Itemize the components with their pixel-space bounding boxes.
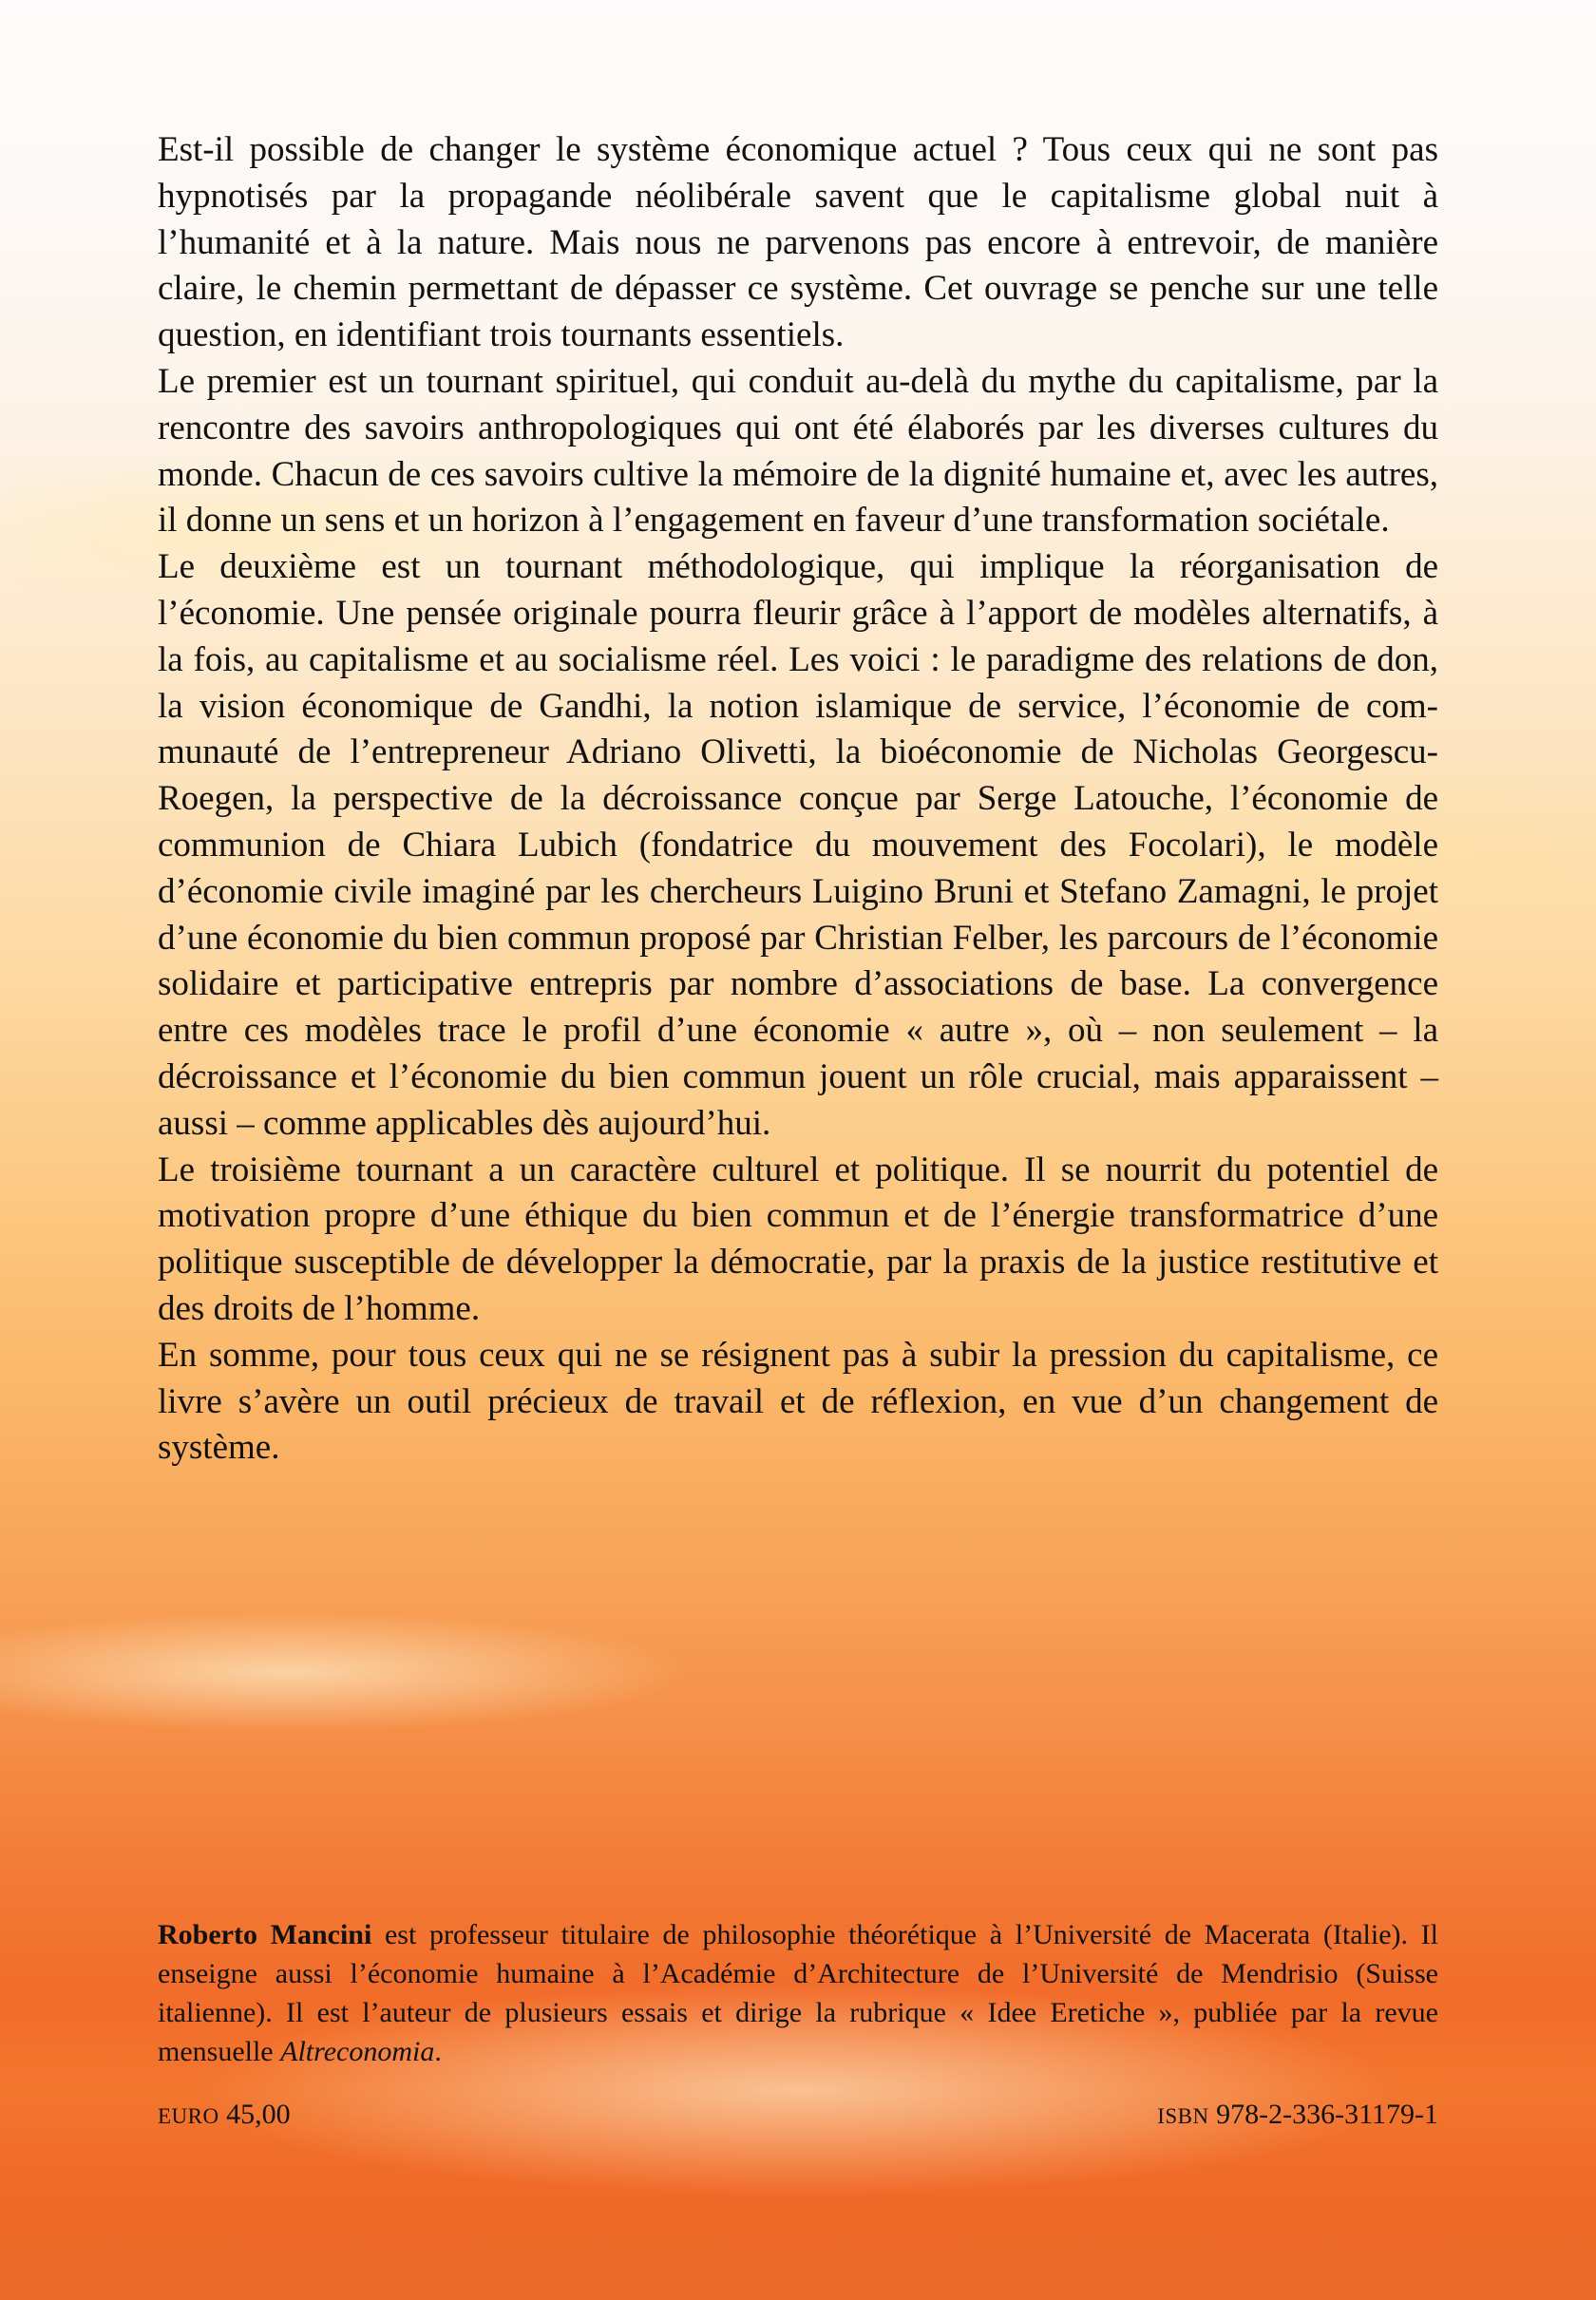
price-value: 45,00 [226, 2099, 291, 2130]
blurb-paragraph-5: En somme, pour tous ceux qui ne se résignent pas à subir la pression du capitalisme, ce livre s’avère un outil précieux de travail et de réflexion, en vue d’un changement de système. [158, 1335, 1438, 1468]
author-bio-end: . [434, 2036, 442, 2067]
author-bio-text: est professeur titulaire de philosophie théorétique à l’Université de Macerata (Italie). Il enseigne aussi l’économie humaine à l’Académie d’Architecture de l’Université de Mendrisio (Suisse italienne). Il est l’auteur de plusieurs essais et dirige la rubrique « Idee Eretiche », publiée par la revue mensuelle [158, 1919, 1439, 2067]
blurb-paragraph-3: Le deuxième est un tournant méthodologique, qui implique la réorganisation de l’économie. Une pensée originale pourra fleurir grâce à l’apport de modèles alternatifs, à la fois, au capitalisme et au socialisme réel. Les voici : le paradigme des relations de don, la vision économique de Gandhi, la notion islamique de service, l’économie de communauté de l’entrepreneur Adriano Olivetti, la bioéconomie de Nicholas Georgescu-Roegen, la perspective de la décroissance conçue par Serge Latouche, l’économie de communion de Chiara Lubich (fondatrice du mouvement des Focolari), le modèle d’économie civile imaginé par les chercheurs Luigino Bruni et Stefano Zamagni, le projet d’une économie du bien commun proposé par Christian Felber, les parcours de l’économie solidaire et participative entrepris par nombre d’associations de base. La convergence entre ces modèles trace le profil d’une économie « autre », où – non seulement – la décroissance et l’économie du bien commun jouent un rôle crucial, mais apparaissent – aussi – comme applicables dès aujourd’hui. [158, 547, 1438, 1143]
price [158, 2098, 291, 2134]
blurb-paragraph-1: Est-il possible de changer le système économique actuel ? Tous ceux qui ne sont pas hypnotisés par la propagande néolibérale savent que le capitalisme global nuit à l’humanité et à la nature. Mais nous ne parvenons pas encore à entrevoir, de manière claire, le chemin permettant de dépasser ce système. Cet ouvrage se penche sur une telle question, en identifiant trois tournants essentiels. [158, 130, 1438, 355]
author-bio [158, 1915, 1438, 2071]
author-name: Roberto Mancini [158, 1919, 372, 1950]
blurb-paragraph-2: Le premier est un tournant spirituel, qui conduit au-delà du mythe du capitalisme, par la rencontre des savoirs anthropologiques qui ont été élaborés par les diverses cultures du monde. Chacun de ces savoirs cultive la mémoire de la dignité humaine et, avec les autres, il donne un sens et un horizon à l’engagement en faveur d’une transformation sociétale. [158, 361, 1438, 541]
blurb-paragraph-4: Le troisième tournant a un caractère culturel et politique. Il se nourrit du potentiel de motivation propre d’une éthique du bien commun et de l’énergie transformatrice d’une politique susceptible de développer la démocratie, par la praxis de la justice restitutive et des droits de l’homme. [158, 1150, 1438, 1328]
price-currency: EURO [158, 2104, 219, 2128]
blurb-text [158, 127, 1438, 1472]
isbn [1157, 2098, 1438, 2134]
isbn-value: 978-2-336-31179-1 [1216, 2099, 1438, 2130]
journal-name: Altreconomia [280, 2036, 435, 2067]
blurb [158, 127, 1438, 1472]
isbn-label: ISBN [1157, 2104, 1209, 2128]
